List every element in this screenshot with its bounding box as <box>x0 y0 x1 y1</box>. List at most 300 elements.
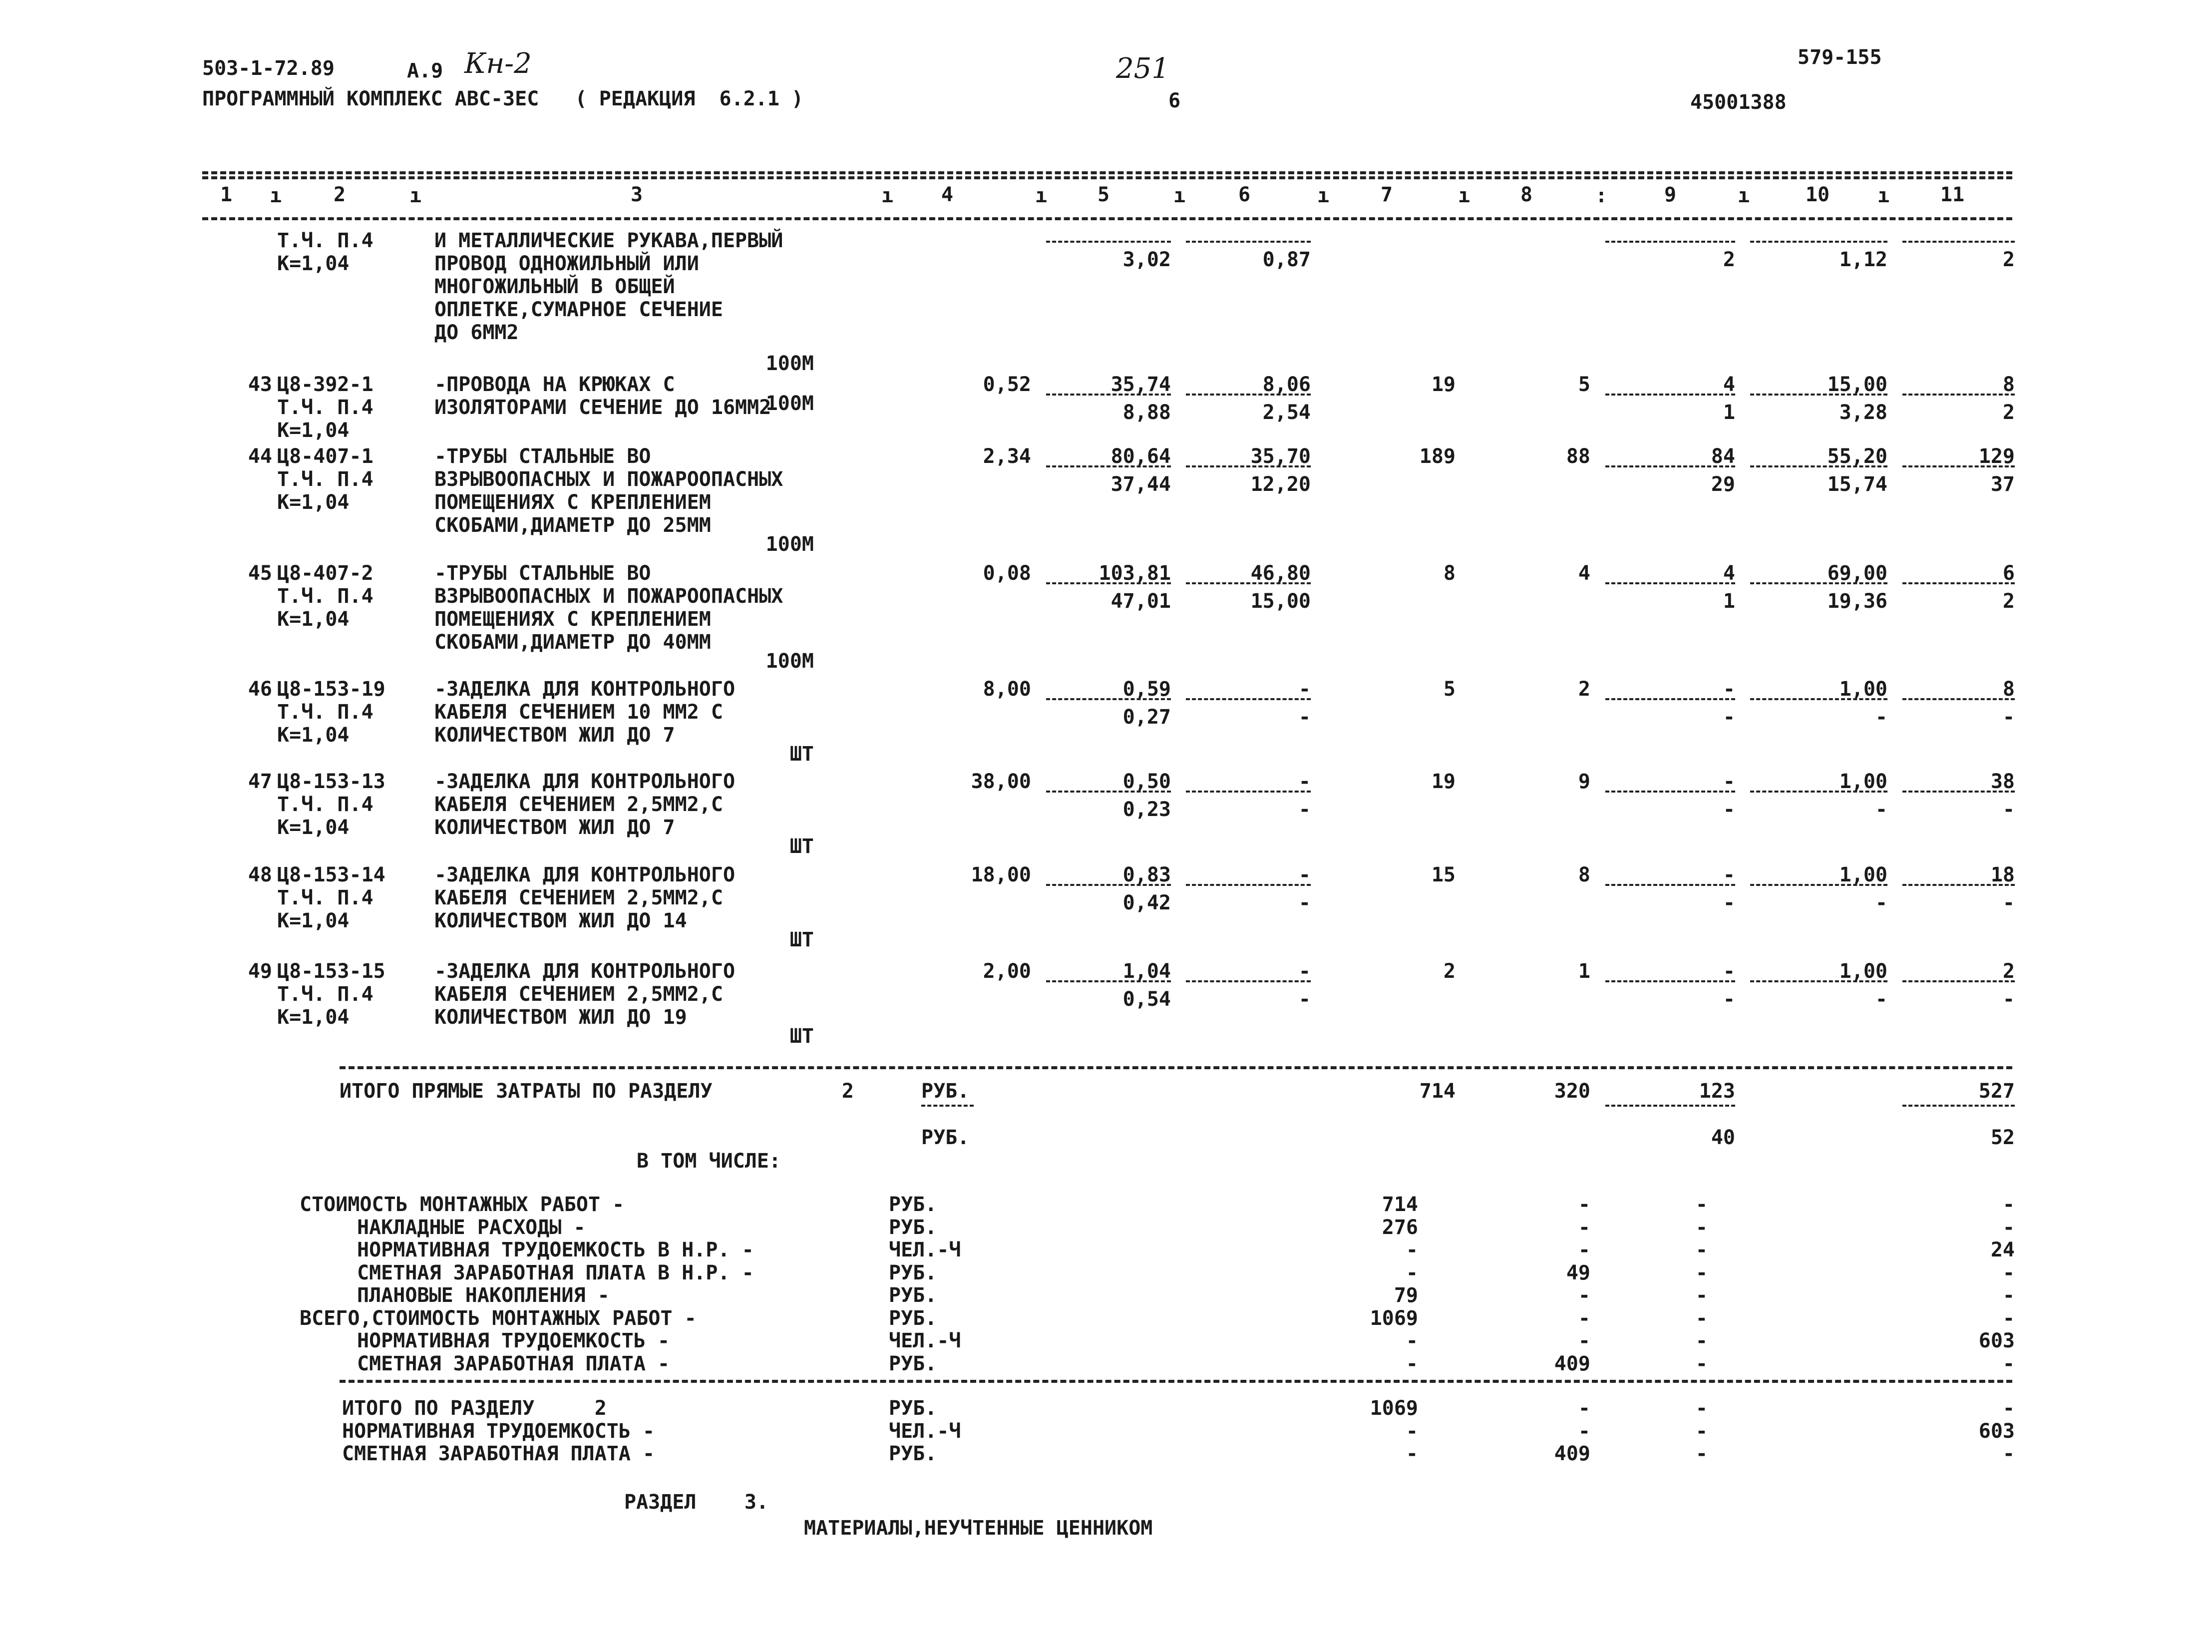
item-code-tc: Т.Ч. П.4 <box>277 468 373 491</box>
summary-unit: РУБ. <box>889 1306 937 1330</box>
summary-c9: - <box>1695 1261 1708 1284</box>
cell-c10: 1,00 <box>1839 960 1887 983</box>
cell-c6: - <box>1298 678 1311 701</box>
item-desc-line: -ПРОВОДА НА КРЮКАХ С <box>434 373 675 396</box>
header-top-rule <box>202 171 2012 174</box>
cell-c5-bottom: 0,42 <box>1122 891 1171 914</box>
cell-c6-bottom: 15,00 <box>1250 590 1311 613</box>
item-code-tc: Т.Ч. П.4 <box>277 585 373 608</box>
item-desc-line: КОЛИЧЕСТВОМ ЖИЛ ДО 14 <box>434 909 687 932</box>
cell-sep-c11 <box>1902 884 2015 886</box>
column-header-4: 4 <box>941 183 954 206</box>
cell-sep-c10 <box>1750 582 1887 584</box>
item-desc-line: КАБЕЛЯ СЕЧЕНИЕМ 2,5ММ2,С <box>434 793 723 816</box>
album-label: А.9 <box>407 59 443 82</box>
final-c11: 603 <box>1978 1419 2015 1443</box>
final-c8: - <box>1578 1397 1590 1420</box>
column-header-9: 9 <box>1664 183 1677 206</box>
cell-c11-bottom: 2 <box>2002 401 2015 424</box>
item-code: Ц8-407-1 <box>277 445 373 468</box>
cell-c9-bottom: 2 <box>1723 248 1735 271</box>
direct-total-c9: 123 <box>1699 1080 1735 1103</box>
item-code-tc: Т.Ч. П.4 <box>277 396 373 419</box>
cell-c6: 35,70 <box>1250 445 1311 468</box>
direct-total-c11-bottom: 52 <box>1990 1126 2015 1149</box>
cell-c6: 8,06 <box>1262 373 1311 396</box>
cell-sep-c6 <box>1186 884 1311 886</box>
cell-c8: 8 <box>1578 863 1590 886</box>
direct-total-c8: 320 <box>1554 1080 1590 1103</box>
direct-total-c9-bottom: 40 <box>1711 1126 1735 1149</box>
cell-qty: 2,34 <box>983 445 1031 468</box>
column-separator: ı <box>1035 184 1048 207</box>
cell-c9: - <box>1723 863 1735 886</box>
cell-c5-bottom: 0,54 <box>1122 988 1171 1011</box>
cell-c6-bottom: 2,54 <box>1262 401 1311 424</box>
summary-c8: - <box>1578 1329 1590 1352</box>
column-separator: ı <box>1458 184 1471 207</box>
summary-c7: - <box>1406 1329 1418 1352</box>
cell-c11: 8 <box>2002 678 2015 701</box>
item-unit: 100М <box>765 533 814 556</box>
cell-c7: 19 <box>1431 373 1456 396</box>
cell-sep-c10 <box>1750 394 1887 396</box>
item-code-tc: Т.Ч. П.4 <box>277 701 373 724</box>
cell-sep-c6 <box>1186 582 1311 584</box>
cell-sep-c11 <box>1902 698 2015 700</box>
final-label: СМЕТНАЯ ЗАРАБОТНАЯ ПЛАТА - <box>342 1442 655 1465</box>
item-number: 49 <box>248 960 272 983</box>
cell-c9: - <box>1723 960 1735 983</box>
summary-label: СТОИМОСТЬ МОНТАЖНЫХ РАБОТ - <box>300 1193 625 1216</box>
cell-c5: 35,74 <box>1110 373 1171 396</box>
cell-c10: 69,00 <box>1827 562 1887 585</box>
cell-c5-bottom: 8,88 <box>1122 401 1171 424</box>
cell-sep-c5 <box>1046 394 1171 396</box>
cell-sep-c5 <box>1046 465 1171 467</box>
handwritten-page: 251 <box>1116 52 1169 85</box>
item-desc-line: КОЛИЧЕСТВОМ ЖИЛ ДО 7 <box>434 816 675 839</box>
continuation-desc-line: ОПЛЕТКЕ,СУМАРНОЕ СЕЧЕНИЕ <box>434 298 723 321</box>
cell-c9-bottom: - <box>1723 706 1735 729</box>
item-number: 44 <box>248 445 272 468</box>
item-code: Ц8-407-2 <box>277 562 373 585</box>
cell-qty: 0,08 <box>983 562 1031 585</box>
cell-c5: 0,59 <box>1122 678 1171 701</box>
final-unit: РУБ. <box>889 1397 937 1420</box>
direct-total-unit: РУБ. <box>921 1080 970 1103</box>
summary-c11: - <box>2002 1193 2015 1216</box>
item-unit: 100М <box>765 650 814 673</box>
cell-c10-bottom: 19,36 <box>1827 590 1887 613</box>
item-unit: 100М <box>765 392 814 415</box>
cell-c5: 103,81 <box>1099 562 1171 585</box>
cell-sep-c11 <box>1902 582 2015 584</box>
item-desc-line: -ЗАДЕЛКА ДЛЯ КОНТРОЛЬНОГО <box>434 960 736 983</box>
cell-c10-bottom: 3,28 <box>1839 401 1887 424</box>
sep-c5 <box>1046 241 1171 243</box>
cell-sep-c9 <box>1605 791 1735 793</box>
cell-sep-c6 <box>1186 394 1311 396</box>
cell-sep-c6 <box>1186 791 1311 793</box>
summary-c11: - <box>2002 1216 2015 1239</box>
cell-c9-bottom: 1 <box>1723 590 1735 613</box>
cell-sep-c9 <box>1605 465 1735 467</box>
cell-c5: 1,04 <box>1122 960 1171 983</box>
next-section-title: МАТЕРИАЛЫ,НЕУЧТЕННЫЕ ЦЕННИКОМ <box>804 1517 1153 1540</box>
summary-unit: РУБ. <box>889 1216 937 1239</box>
cell-c7: 189 <box>1419 445 1456 468</box>
summary-c8: - <box>1578 1216 1590 1239</box>
summary-c7: - <box>1406 1352 1418 1375</box>
cell-c8: 88 <box>1566 445 1590 468</box>
cell-c10-bottom: 1,12 <box>1839 248 1887 271</box>
cell-sep-c10 <box>1750 465 1887 467</box>
item-desc-line: КАБЕЛЯ СЕЧЕНИЕМ 10 ММ2 С <box>434 701 723 724</box>
final-c7: - <box>1406 1419 1418 1443</box>
item-desc-line: КАБЕЛЯ СЕЧЕНИЕМ 2,5ММ2,С <box>434 886 723 909</box>
direct-total-c7: 714 <box>1419 1080 1456 1103</box>
summary-c7: 276 <box>1382 1216 1418 1239</box>
cell-c10: 1,00 <box>1839 863 1887 886</box>
cell-c8: 9 <box>1578 770 1590 793</box>
doc-code: 503-1-72.89 <box>202 57 335 80</box>
item-desc-line: ВЗРЫВООПАСНЫХ И ПОЖАРООПАСНЫХ <box>434 468 783 491</box>
cell-sep-c10 <box>1750 980 1887 982</box>
cell-c9-bottom: - <box>1723 988 1735 1011</box>
cell-c6-bottom: 12,20 <box>1250 473 1311 496</box>
cell-sep-c9 <box>1605 980 1735 982</box>
cell-c10: 55,20 <box>1827 445 1887 468</box>
cell-c11: 2 <box>2002 960 2015 983</box>
column-separator: ı <box>1317 184 1330 207</box>
cell-sep-c11 <box>1902 394 2015 396</box>
direct-total-section: 2 <box>841 1080 854 1103</box>
summary-c8: 409 <box>1554 1352 1590 1375</box>
final-c11: - <box>2002 1397 2015 1420</box>
summary-c8: - <box>1578 1284 1590 1307</box>
item-number: 47 <box>248 770 272 793</box>
cell-c5: 80,64 <box>1110 445 1171 468</box>
cell-sep-c9 <box>1605 582 1735 584</box>
cell-c9: 4 <box>1723 562 1735 585</box>
item-desc-line: КАБЕЛЯ СЕЧЕНИЕМ 2,5ММ2,С <box>434 983 723 1006</box>
page-no: 6 <box>1168 89 1181 112</box>
final-label: ИТОГО ПО РАЗДЕЛУ 2 <box>342 1397 607 1420</box>
item-desc-line: СКОБАМИ,ДИАМЕТР ДО 25ММ <box>434 514 711 537</box>
cell-sep-c5 <box>1046 791 1171 793</box>
direct-unit-rule <box>921 1105 974 1107</box>
item-desc-line: ВЗРЫВООПАСНЫХ И ПОЖАРООПАСНЫХ <box>434 585 783 608</box>
cell-sep-c9 <box>1605 884 1735 886</box>
sep-c9 <box>1605 241 1735 243</box>
column-separator: ı <box>881 184 894 207</box>
cell-sep-c5 <box>1046 884 1171 886</box>
item-desc-line: -ЗАДЕЛКА ДЛЯ КОНТРОЛЬНОГО <box>434 863 736 886</box>
cell-c7: 8 <box>1443 562 1456 585</box>
cell-qty: 0,52 <box>983 373 1031 396</box>
cell-c9: 4 <box>1723 373 1735 396</box>
column-separator: ı <box>1738 184 1750 207</box>
column-separator: ı <box>1173 184 1186 207</box>
cell-c9: - <box>1723 770 1735 793</box>
summary-c9: - <box>1695 1239 1708 1261</box>
item-desc-line: -ЗАДЕЛКА ДЛЯ КОНТРОЛЬНОГО <box>434 770 736 793</box>
cell-c11-bottom: 37 <box>1990 473 2015 496</box>
final-c8: 409 <box>1554 1442 1590 1465</box>
item-code-tc: Т.Ч. П.4 <box>277 793 373 816</box>
sep-c6 <box>1186 241 1311 243</box>
cell-c5-bottom: 3,02 <box>1122 248 1171 271</box>
item-unit: ШТ <box>789 1025 814 1048</box>
summary-c7: 1069 <box>1370 1306 1418 1330</box>
handwritten-mark: Кн-2 <box>464 47 532 80</box>
direct-c11-rule <box>1902 1105 2015 1107</box>
summary-c7: - <box>1406 1261 1418 1284</box>
column-separator: : <box>1595 184 1608 207</box>
cell-sep-c9 <box>1605 698 1735 700</box>
column-separator: ı <box>1877 184 1890 207</box>
summary-c11: - <box>2002 1284 2015 1307</box>
summary-c9: - <box>1695 1193 1708 1216</box>
summary-c9: - <box>1695 1284 1708 1307</box>
cell-c6-bottom: 0,87 <box>1262 248 1311 271</box>
cell-c9-bottom: 29 <box>1711 473 1735 496</box>
id-no: 45001388 <box>1690 91 1787 114</box>
item-desc-line: ПОМЕЩЕНИЯХ С КРЕПЛЕНИЕМ <box>434 608 711 631</box>
cell-c6: 46,80 <box>1250 562 1311 585</box>
cell-sep-c5 <box>1046 698 1171 700</box>
cell-c10: 1,00 <box>1839 770 1887 793</box>
direct-total-unit-2: РУБ. <box>921 1126 970 1149</box>
cell-c6: - <box>1298 863 1311 886</box>
final-label: НОРМАТИВНАЯ ТРУДОЕМКОСТЬ - <box>342 1419 655 1443</box>
final-c11: - <box>2002 1442 2015 1465</box>
summary-label: НАКЛАДНЫЕ РАСХОДЫ - <box>357 1216 586 1239</box>
item-code-k: К=1,04 <box>277 419 350 442</box>
continuation-code-line: Т.Ч. П.4 <box>277 229 373 252</box>
item-code-k: К=1,04 <box>277 816 350 839</box>
item-desc-line: -ЗАДЕЛКА ДЛЯ КОНТРОЛЬНОГО <box>434 678 736 701</box>
cell-sep-c10 <box>1750 884 1887 886</box>
summary-unit: РУБ. <box>889 1193 937 1216</box>
column-header-1: 1 <box>220 183 233 206</box>
item-code-k: К=1,04 <box>277 491 350 514</box>
cell-c11-bottom: - <box>2002 988 2015 1011</box>
header-bottom-rule <box>202 217 2012 220</box>
sep-c11 <box>1902 241 2015 243</box>
final-top-rule <box>340 1380 2012 1383</box>
cell-c6: - <box>1298 960 1311 983</box>
totals-top-rule <box>340 1066 2012 1069</box>
cell-c6-bottom: - <box>1298 988 1311 1011</box>
cell-c5-bottom: 0,27 <box>1122 706 1171 729</box>
continuation-desc-line: ДО 6ММ2 <box>434 321 519 344</box>
cell-c11-bottom: - <box>2002 891 2015 914</box>
column-separator: ı <box>409 184 422 207</box>
cell-c6-bottom: - <box>1298 706 1311 729</box>
in-that-label: В ТОМ ЧИСЛЕ: <box>637 1150 781 1173</box>
cell-sep-c5 <box>1046 582 1171 584</box>
cell-c5: 0,50 <box>1122 770 1171 793</box>
item-code: Ц8-392-1 <box>277 373 373 396</box>
cell-c6: - <box>1298 770 1311 793</box>
item-desc-line: СКОБАМИ,ДИАМЕТР ДО 40ММ <box>434 631 711 654</box>
summary-unit: РУБ. <box>889 1261 937 1284</box>
summary-c8: - <box>1578 1239 1590 1261</box>
sep-c10 <box>1750 241 1887 243</box>
summary-c9: - <box>1695 1329 1708 1352</box>
cell-c5-bottom: 47,01 <box>1110 590 1171 613</box>
item-code-k: К=1,04 <box>277 724 350 747</box>
cell-c5-bottom: 0,23 <box>1122 798 1171 821</box>
cell-c10-bottom: - <box>1875 988 1887 1011</box>
summary-c11: - <box>2002 1352 2015 1375</box>
cell-c8: 5 <box>1578 373 1590 396</box>
summary-c9: - <box>1695 1352 1708 1375</box>
item-code: Ц8-153-14 <box>277 863 385 886</box>
column-header-8: 8 <box>1520 183 1533 206</box>
cell-sep-c9 <box>1605 394 1735 396</box>
cell-sep-c11 <box>1902 791 2015 793</box>
item-unit: ШТ <box>789 928 814 951</box>
cell-qty: 38,00 <box>971 770 1031 793</box>
next-section-label: РАЗДЕЛ 3. <box>624 1491 768 1514</box>
item-desc-line: ПОМЕЩЕНИЯХ С КРЕПЛЕНИЕМ <box>434 491 711 514</box>
cell-sep-c10 <box>1750 791 1887 793</box>
item-code-k: К=1,04 <box>277 1006 350 1029</box>
item-number: 46 <box>248 678 272 701</box>
cell-c11-bottom: 2 <box>2002 590 2015 613</box>
cell-c7: 15 <box>1431 863 1456 886</box>
summary-unit: ЧЕЛ.-Ч <box>889 1239 961 1261</box>
cell-sep-c10 <box>1750 698 1887 700</box>
cell-c10-bottom: - <box>1875 706 1887 729</box>
continuation-desc-line: МНОГОЖИЛЬНЫЙ В ОБЩЕЙ <box>434 275 675 298</box>
cell-c6-bottom: - <box>1298 891 1311 914</box>
cell-c11: 129 <box>1978 445 2015 468</box>
cell-c11: 38 <box>1990 770 2015 793</box>
item-number: 48 <box>248 863 272 886</box>
cell-c11-bottom: - <box>2002 706 2015 729</box>
column-header-7: 7 <box>1380 183 1393 206</box>
column-header-3: 3 <box>630 183 643 206</box>
cell-sep-c6 <box>1186 698 1311 700</box>
continuation-desc-line: ПРОВОД ОДНОЖИЛЬНЫЙ ИЛИ <box>434 252 699 275</box>
cell-c8: 4 <box>1578 562 1590 585</box>
summary-c7: 79 <box>1394 1284 1418 1307</box>
cell-sep-c5 <box>1046 980 1171 982</box>
continuation-code-line: К=1,04 <box>277 252 350 275</box>
summary-label: ПЛАНОВЫЕ НАКОПЛЕНИЯ - <box>357 1284 610 1307</box>
summary-unit: РУБ. <box>889 1284 937 1307</box>
item-code: Ц8-153-13 <box>277 770 385 793</box>
final-c9: - <box>1695 1419 1708 1443</box>
direct-total-c11: 527 <box>1978 1080 2015 1103</box>
item-code-tc: Т.Ч. П.4 <box>277 886 373 909</box>
final-c7: - <box>1406 1442 1418 1465</box>
cell-c5-bottom: 37,44 <box>1110 473 1171 496</box>
cell-c11: 6 <box>2002 562 2015 585</box>
cell-qty: 2,00 <box>983 960 1031 983</box>
cell-c5: 0,83 <box>1122 863 1171 886</box>
summary-c8: - <box>1578 1193 1590 1216</box>
item-number: 45 <box>248 562 272 585</box>
summary-c8: - <box>1578 1306 1590 1330</box>
summary-c9: - <box>1695 1306 1708 1330</box>
cell-c10-bottom: - <box>1875 891 1887 914</box>
cell-c11-bottom: - <box>2002 798 2015 821</box>
cell-c7: 19 <box>1431 770 1456 793</box>
final-c8: - <box>1578 1419 1590 1443</box>
cell-c10: 15,00 <box>1827 373 1887 396</box>
direct-total-label: ИТОГО ПРЯМЫЕ ЗАТРАТЫ ПО РАЗДЕЛУ <box>340 1080 713 1103</box>
final-unit: РУБ. <box>889 1442 937 1465</box>
summary-label: СМЕТНАЯ ЗАРАБОТНАЯ ПЛАТА - <box>357 1352 670 1375</box>
summary-c11: - <box>2002 1306 2015 1330</box>
summary-label: НОРМАТИВНАЯ ТРУДОЕМКОСТЬ В Н.Р. - <box>357 1239 754 1261</box>
cell-sep-c11 <box>1902 980 2015 982</box>
summary-unit: ЧЕЛ.-Ч <box>889 1329 961 1352</box>
summary-unit: РУБ. <box>889 1352 937 1375</box>
right-code: 579-155 <box>1798 46 1882 69</box>
cell-c10-bottom: - <box>1875 798 1887 821</box>
item-code: Ц8-153-19 <box>277 678 385 701</box>
direct-c9-rule <box>1605 1105 1735 1107</box>
final-c9: - <box>1695 1397 1708 1420</box>
item-desc-line: ИЗОЛЯТОРАМИ СЕЧЕНИЕ ДО 16ММ2 <box>434 396 771 419</box>
item-unit: ШТ <box>789 743 814 766</box>
item-code-k: К=1,04 <box>277 608 350 631</box>
cell-c11: 18 <box>1990 863 2015 886</box>
final-unit: ЧЕЛ.-Ч <box>889 1419 961 1443</box>
column-header-5: 5 <box>1097 183 1110 206</box>
continuation-desc-line: И МЕТАЛЛИЧЕСКИЕ РУКАВА,ПЕРВЫЙ <box>434 229 783 252</box>
cell-c9-bottom: - <box>1723 891 1735 914</box>
item-code: Ц8-153-15 <box>277 960 385 983</box>
cell-c9-bottom: - <box>1723 798 1735 821</box>
cell-c8: 1 <box>1578 960 1590 983</box>
cell-sep-c6 <box>1186 465 1311 467</box>
cell-c6-bottom: - <box>1298 798 1311 821</box>
unit-label: 100М <box>765 352 814 375</box>
summary-c11: - <box>2002 1261 2015 1284</box>
cell-c9: 84 <box>1711 445 1735 468</box>
column-header-10: 10 <box>1805 183 1830 206</box>
item-code-tc: Т.Ч. П.4 <box>277 983 373 1006</box>
item-number: 43 <box>248 373 272 396</box>
item-unit: ШТ <box>789 835 814 858</box>
cell-qty: 8,00 <box>983 678 1031 701</box>
program-line: ПРОГРАММНЫЙ КОМПЛЕКС АВС-3ЕС ( РЕДАКЦИЯ 6.2.1 ) <box>202 87 804 110</box>
final-c7: 1069 <box>1370 1397 1418 1420</box>
item-desc-line: КОЛИЧЕСТВОМ ЖИЛ ДО 19 <box>434 1006 687 1029</box>
summary-label: НОРМАТИВНАЯ ТРУДОЕМКОСТЬ - <box>357 1329 670 1352</box>
summary-c11: 24 <box>1990 1239 2015 1261</box>
summary-label: СМЕТНАЯ ЗАРАБОТНАЯ ПЛАТА В Н.Р. - <box>357 1261 754 1284</box>
summary-c9: - <box>1695 1216 1708 1239</box>
summary-c7: - <box>1406 1239 1418 1261</box>
column-separator: ı <box>270 184 282 207</box>
cell-c7: 5 <box>1443 678 1456 701</box>
item-desc-line: -ТРУБЫ СТАЛЬНЫЕ ВО <box>434 445 651 468</box>
item-code-k: К=1,04 <box>277 909 350 932</box>
final-c9: - <box>1695 1442 1708 1465</box>
cell-qty: 18,00 <box>971 863 1031 886</box>
summary-c7: 714 <box>1382 1193 1418 1216</box>
cell-c9: - <box>1723 678 1735 701</box>
header-rule-2 <box>202 176 2012 179</box>
